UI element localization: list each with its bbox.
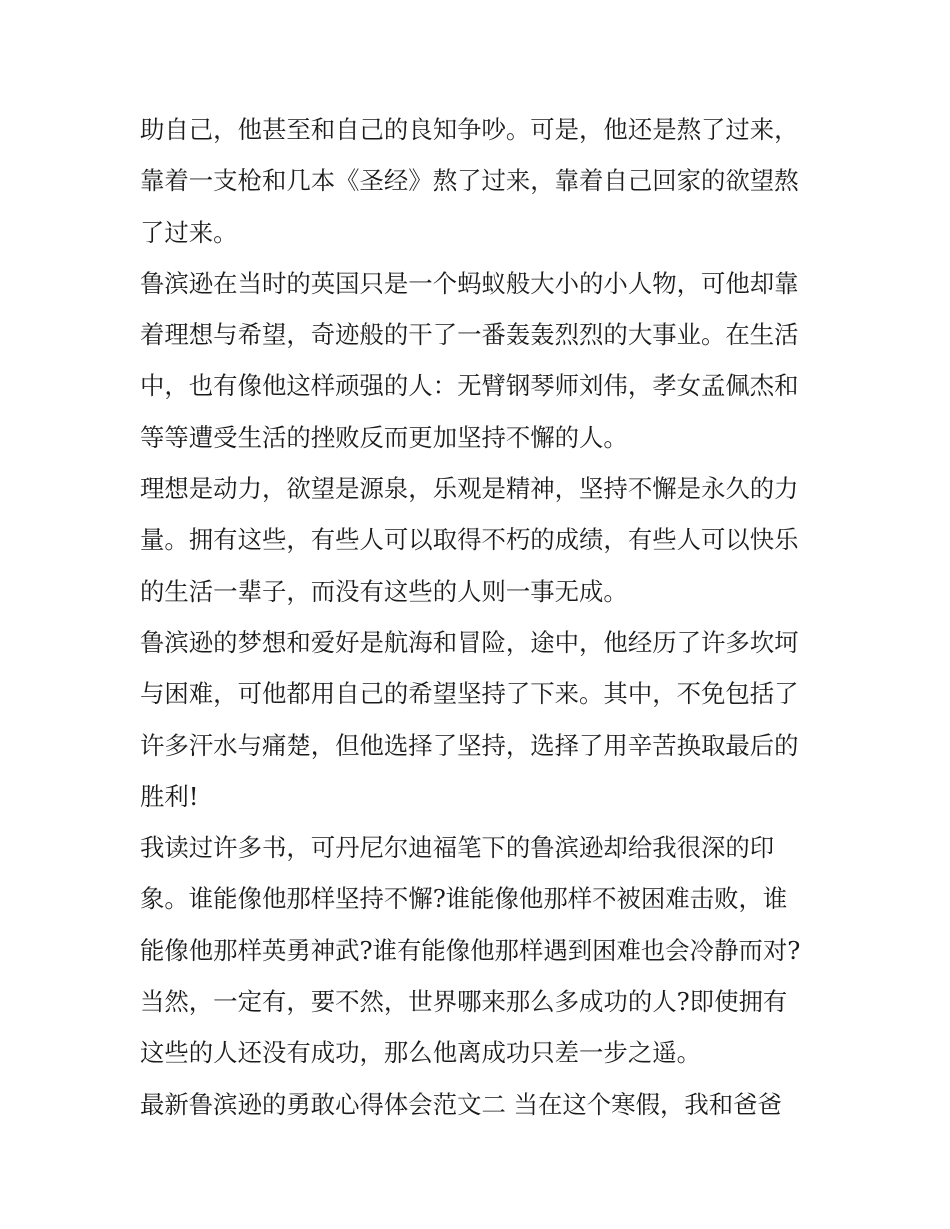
text-line: 了过来。 bbox=[140, 217, 238, 247]
text-line: 量。拥有这些，有些人可以取得不朽的成绩，有些人可以快乐 bbox=[140, 525, 799, 555]
text-line: 许多汗水与痛楚，但他选择了坚持，选择了用辛苦换取最后的 bbox=[140, 730, 799, 760]
text-line: 中，也有像他这样顽强的人：无臂钢琴师刘伟，孝女孟佩杰和 bbox=[140, 371, 799, 401]
text-line: 胜利! bbox=[140, 781, 199, 811]
body-text bbox=[140, 104, 820, 1130]
text-line: 助自己，他甚至和自己的良知争吵。可是，他还是熬了过来， bbox=[140, 115, 799, 144]
text-line: 与困难，可他都用自己的希望坚持了下来。其中，不免包括了 bbox=[140, 679, 799, 709]
text-line: 象。谁能像他那样坚持不懈?谁能像他那样不被困难击败，谁 bbox=[140, 884, 788, 914]
text-line: 这些的人还没有成功，那么他离成功只差一步之遥。 bbox=[140, 1038, 701, 1068]
text-line: 的生活一辈子，而没有这些的人则一事无成。 bbox=[140, 576, 628, 606]
text-line: 能像他那样英勇神武?谁有能像他那样遇到困难也会冷静而对? bbox=[140, 935, 801, 965]
text-line: 最新鲁滨逊的勇敢心得体会范文二 当在这个寒假，我和爸爸 bbox=[140, 1089, 782, 1119]
text-line: 鲁滨逊的梦想和爱好是航海和冒险，途中，他经历了许多坎坷 bbox=[140, 627, 799, 657]
text-line: 理想是动力，欲望是源泉，乐观是精神，坚持不懈是永久的力 bbox=[140, 474, 799, 504]
text-line: 等等遭受生活的挫败反而更加坚持不懈的人。 bbox=[140, 422, 628, 452]
text-line: 着理想与希望，奇迹般的干了一番轰轰烈烈的大事业。在生活 bbox=[140, 320, 799, 350]
text-line: 当然，一定有，要不然，世界哪来那么多成功的人?即使拥有 bbox=[140, 987, 788, 1017]
text-line: 我读过许多书，可丹尼尔迪福笔下的鲁滨逊却给我很深的印 bbox=[140, 833, 775, 863]
text-line: 靠着一支枪和几本《圣经》熬了过来，靠着自己回家的欲望熬 bbox=[140, 166, 799, 196]
text-line: 鲁滨逊在当时的英国只是一个蚂蚁般大小的小人物，可他却靠 bbox=[140, 268, 799, 298]
